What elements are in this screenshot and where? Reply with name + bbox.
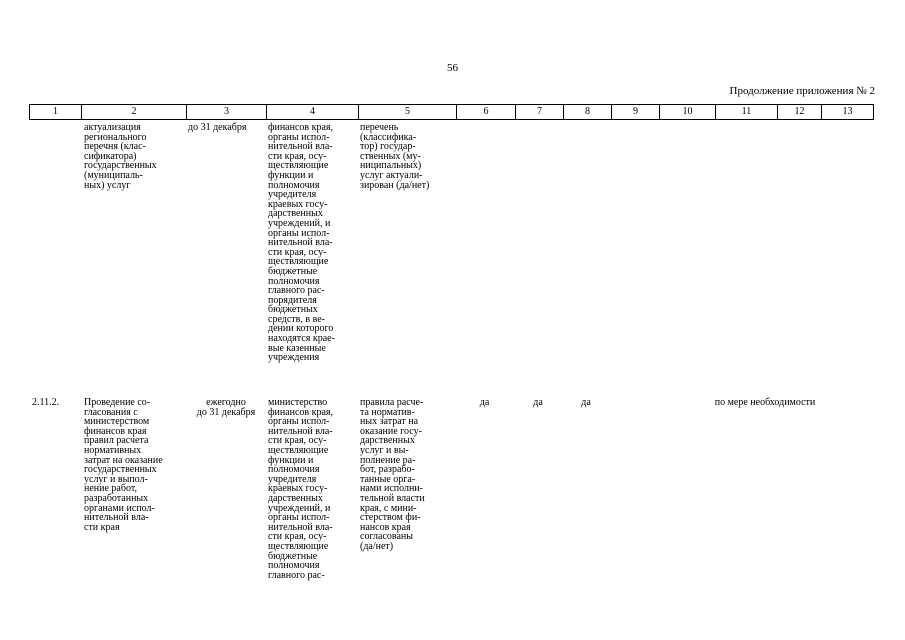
column-header-6: 6 <box>456 105 515 119</box>
row2-number-cell: 2.11.2. <box>32 397 60 408</box>
column-header-13: 13 <box>821 105 873 119</box>
appendix-continuation-note: Продолжение приложения № 2 <box>729 85 875 97</box>
row2-indicator-cell: правила расче- та норматив- ных затрат на оказание госу- дарственных услуг и вы- полнение ра- бот, разрабо- танные орга- нами исполни- тельной власти края, с мини- стерством фи- нансов края согласованы (да/нет) <box>360 397 425 552</box>
row1-name-cell: актуализация регионального перечня (клас- сификатора) государственных (муниципаль- ных) услуг <box>84 122 157 191</box>
page-number: 56 <box>447 62 458 74</box>
column-header-11: 11 <box>715 105 777 119</box>
column-header-2: 2 <box>81 105 186 119</box>
row2-name-cell: Проведение со- гласования с министерством финансов края правил расчета нормативных затрат на оказание государственных услуг и выпол- нение работ, разработанных органами испол- нительной вла- сти края <box>84 397 163 533</box>
column-header-3: 3 <box>186 105 266 119</box>
row2-executor-cell: министерство финансов края, органы испол- нительной вла- сти края, осу- ществляющие функции и полномочия учредителя краевых госу- дарственных учреждений, и органы испол- нительной вла- сти края, осу- ществляющие бюджетные полномочия главного рас- <box>268 397 334 581</box>
row2-term-cell: ежегодно до 31 декабря <box>196 397 256 418</box>
row1-executor-cell: финансов края, органы испол- нительной вла- сти края, осу- ществляющие функции и полномочия учредителя краевых госу- дарственных учреждений, и органы испол- нительной вла- сти края, осу- ществляющие бюджетные полномочия главного рас- порядителя бюджетных средств, в ве- дении которого находятся крае- вые казенные учреждения <box>268 122 335 364</box>
row1-indicator-cell: перечень (классифика- тор) государ- ственных (му- ниципальных) услуг актуали- зирован (да/нет) <box>360 122 430 191</box>
column-header-5: 5 <box>358 105 456 119</box>
row2-col8-cell: да <box>581 397 591 408</box>
column-header-7: 7 <box>515 105 563 119</box>
column-header-9: 9 <box>611 105 659 119</box>
column-header-8: 8 <box>563 105 611 119</box>
column-header-1: 1 <box>53 106 58 117</box>
row2-col7-cell: да <box>533 397 543 408</box>
table-header-row <box>29 104 874 120</box>
row1-term-cell: до 31 декабря <box>188 122 247 133</box>
column-header-4: 4 <box>266 105 358 119</box>
column-header-10: 10 <box>659 105 715 119</box>
row2-col10-13-cell: по мере необходимости <box>714 397 816 408</box>
column-header-12: 12 <box>777 105 821 119</box>
row2-col6-cell: да <box>479 397 490 408</box>
